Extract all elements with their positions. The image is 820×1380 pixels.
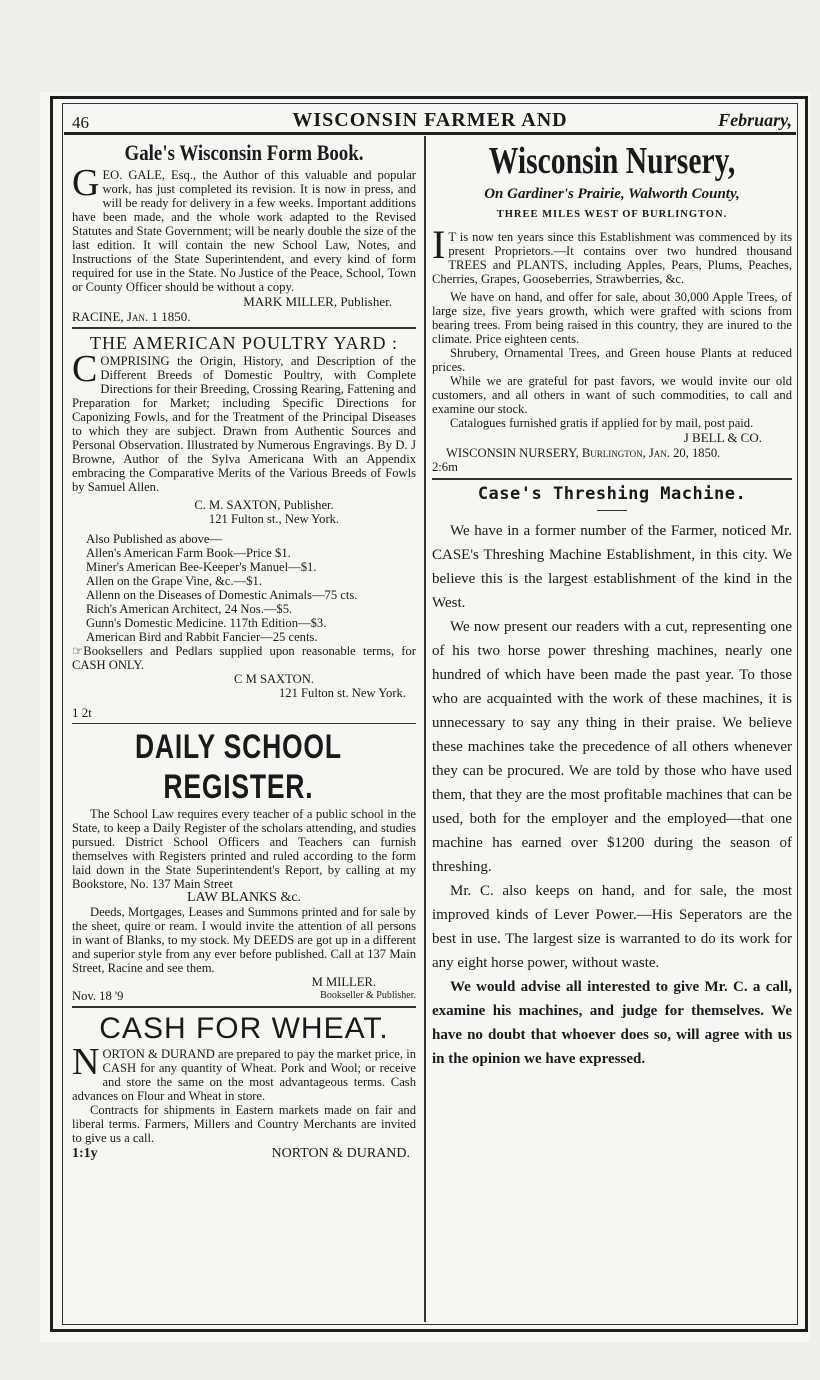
nursery-dateline: WISCONSIN NURSERY, Burlington, Jan. 20, 1850. bbox=[446, 446, 721, 460]
poultry-address: 121 Fulton st., New York. bbox=[208, 512, 340, 526]
right-column bbox=[432, 140, 792, 1071]
poultry-dropcap: C bbox=[72, 348, 98, 390]
miller-signature: M MILLER. bbox=[311, 975, 376, 989]
daily-booksellers: Bookseller & Publisher. bbox=[320, 990, 416, 1001]
gale-text: EO. GALE, Esq., the Author of this valuable and popular work, has just completed its revision. It is now in press, and will be ready for delivery in a few weeks. Important additions have been made, and the whole work adapted to the Revised Statutes and State Government; will be nearly double the size of the last edition. It will contain the new School Law, Notes, and Instructions of the State Superintendent, and every kind of form required for use in the State. No Justice of the Peace, School, Town or County Officer should be without a copy. bbox=[72, 168, 416, 294]
nursery-dropcap: I bbox=[432, 222, 446, 267]
heading-rule bbox=[597, 510, 627, 511]
saxton-signature: C M SAXTON. bbox=[234, 672, 314, 686]
publication-title: WISCONSIN FARMER AND bbox=[292, 109, 568, 131]
law-blanks-heading: LAW BLANKS &c. bbox=[186, 890, 302, 905]
cash-dropcap: N bbox=[72, 1041, 100, 1083]
list-item: Allenn on the Diseases of Domestic Animals—75 cts. bbox=[86, 588, 358, 602]
daily-heading: DAILY SCHOOL REGISTER. bbox=[134, 728, 342, 806]
header-rule bbox=[64, 132, 796, 135]
divider bbox=[432, 478, 792, 480]
cash-code: 1:1y bbox=[72, 1146, 98, 1161]
gale-signature: MARK MILLER, Publisher. bbox=[243, 294, 392, 309]
cash-advertisement bbox=[72, 1011, 416, 1161]
case-paragraph-2: We now present our readers with a cut, representing one of his two horse power threshing machines, nearly one hundred of which have been made the past year. To those who are acquainted with the work of these machines, it is unnecessary to say any thing in their praise. We believe these machines take the precedence of all others whenever they can be procured. We are told by those who have used them, that they are the most profitable machines that can be used, both for the employer and the employed—that one machine has earned over $1200 during the season of threshing. bbox=[432, 619, 792, 875]
nursery-code: 2:6m bbox=[432, 460, 458, 474]
nursery-text-3: Shrubery, Ornamental Trees, and Green house Plants at reduced prices. bbox=[432, 346, 792, 374]
poultry-body bbox=[72, 348, 416, 494]
poultry-text: OMPRISING the Origin, History, and Description of the Different Breeds of Domestic Poultry, with Complete Directions for their Breeding, Crossing Rearing, Fattening and Preparation for Market; including Specific Directions for Caponizing Fowls, and for the Treatment of the Principal Diseases to which they are subject. Drawn from Authentic Sources and Personal Observation. Illustrated by Numerous Engravings. By D. J Browne, Author of the Sylva Americana With an Appendix embracing the Comparative Merits of the Various Breeds of Fowls by Samuel Allen. bbox=[72, 354, 416, 494]
list-item: Allen on the Grape Vine, &c.—$1. bbox=[86, 574, 262, 588]
cash-body bbox=[72, 1041, 416, 1103]
publication-list bbox=[72, 546, 416, 644]
nursery-text-5: Catalogues furnished gratis if applied for by mail, post paid. bbox=[450, 416, 754, 430]
cash-signature: NORTON & DURAND. bbox=[271, 1146, 410, 1161]
gale-body bbox=[72, 162, 416, 294]
nursery-location: THREE MILES WEST OF BURLINGTON. bbox=[496, 209, 728, 220]
divider bbox=[72, 723, 416, 724]
case-heading: Case's Threshing Machine. bbox=[477, 484, 747, 504]
bell-signature: J BELL & CO. bbox=[683, 430, 762, 445]
gale-dropcap: G bbox=[72, 162, 100, 204]
also-published-label: Also Published as above— bbox=[86, 532, 223, 546]
nursery-advertisement bbox=[432, 140, 792, 474]
page-number: 46 bbox=[72, 113, 89, 132]
daily-register-advertisement bbox=[72, 727, 416, 1003]
daily-body: The School Law requires every teacher of a public school in the State, to keep a Daily Register of the scholars attending, and studies pursued. District School Officers and Teachers can furnish themselves with Registers printed and ruled according to the form laid down in the State Superintendent's Report, by calling at my Bookstore, No. 137 Main Street bbox=[72, 807, 416, 891]
nursery-heading: Wisconsin Nursery, bbox=[488, 140, 736, 182]
nursery-text-1: T is now ten years since this Establishment was commenced by its present Proprietors.—It contains over two hundred thousand TREES and PLANTS, including Apples, Pears, Plums, Peaches, Cherries, Grapes, Gooseberries, Strawberries, &c. bbox=[432, 230, 792, 286]
cash-body-2: Contracts for shipments in Eastern markets made on fair and liberal terms. Farmers, Millers and Country Merchants are invited to give us a call. bbox=[72, 1103, 416, 1145]
nursery-intro bbox=[432, 222, 792, 286]
case-paragraph-3: Mr. C. also keeps on hand, and for sale, the most improved kinds of Lever Power.—His Seperators are the best in use. The largest size is warranted to do its work for any eight horse power, without waste. bbox=[432, 883, 792, 971]
divider bbox=[72, 327, 416, 329]
saxton-address: 121 Fulton st. New York. bbox=[278, 686, 406, 700]
nursery-subheading: On Gardiner's Prairie, Walworth County, bbox=[484, 186, 740, 202]
poultry-heading: THE AMERICAN POULTRY YARD : bbox=[89, 333, 399, 353]
poultry-code: 1 2t bbox=[72, 705, 92, 720]
cash-footer bbox=[72, 1147, 416, 1161]
running-head bbox=[64, 107, 796, 131]
divider bbox=[72, 1006, 416, 1008]
column-rule bbox=[424, 136, 426, 1322]
poultry-advertisement bbox=[72, 332, 416, 720]
booksellers-note: ☞Booksellers and Pedlars supplied upon reasonable terms, for CASH ONLY. bbox=[72, 644, 416, 672]
threshing-article bbox=[432, 484, 792, 1071]
list-item: Allen's American Farm Book—Price $1. bbox=[86, 546, 291, 560]
nursery-text-2: We have on hand, and offer for sale, about 30,000 Apple Trees, of large size, five years growth, which were grafted with scions from bearing trees. From being raised in this country, they are inured to the climate. Price eighteen cents. bbox=[432, 290, 792, 346]
daily-date: Nov. 18 '9 bbox=[72, 989, 124, 1003]
list-item: American Bird and Rabbit Fancier—25 cents. bbox=[86, 630, 318, 644]
issue-month: February, bbox=[718, 110, 792, 130]
gale-advertisement bbox=[72, 140, 416, 324]
case-paragraph-4: We would advise all interested to give Mr. C. a call, examine his machines, and judge for themselves. We have no doubt that whoever does so, will agree with us in the opinion we have expressed. bbox=[432, 979, 792, 1067]
left-column bbox=[72, 140, 416, 1161]
gale-heading: Gale's Wisconsin Form Book. bbox=[124, 140, 364, 165]
list-item: Rich's American Architect, 24 Nos.—$5. bbox=[86, 602, 293, 616]
list-item: Gunn's Domestic Medicine. 117th Edition—$3. bbox=[86, 616, 327, 630]
case-paragraph-1: We have in a former number of the Farmer, noticed Mr. CASE's Threshing Machine Establishment, in this city. We believe this is the largest establishment of the kind in the West. bbox=[432, 523, 792, 611]
cash-heading: CASH FOR WHEAT. bbox=[99, 1012, 389, 1045]
nursery-text-4: While we are grateful for past favors, we would invite our old customers, and all others in want of such commodities, to call and examine our stock. bbox=[432, 374, 792, 416]
poultry-publisher: C. M. SAXTON, Publisher. bbox=[194, 498, 334, 512]
daily-footer bbox=[72, 989, 416, 1003]
law-blanks-body: Deeds, Mortgages, Leases and Summons printed and for sale by the sheet, quire or ream. I would invite the attention of all persons in want of Blanks, to my stock. My DEEDS are got up in a different and superior style from any ever before published. Call at 137 Main Street, Racine and see them. bbox=[72, 905, 416, 975]
list-item: Miner's American Bee-Keeper's Manuel—$1. bbox=[86, 560, 317, 574]
cash-text: ORTON & DURAND are prepared to pay the market price, in CASH for any quantity of Wheat. Pork and Wool; or receive and store the same on the most advantageous terms. Cash advances on Flour and Wheat in store. bbox=[72, 1047, 416, 1103]
gale-dateline: RACINE, Jan. 1 1850. bbox=[72, 309, 191, 324]
